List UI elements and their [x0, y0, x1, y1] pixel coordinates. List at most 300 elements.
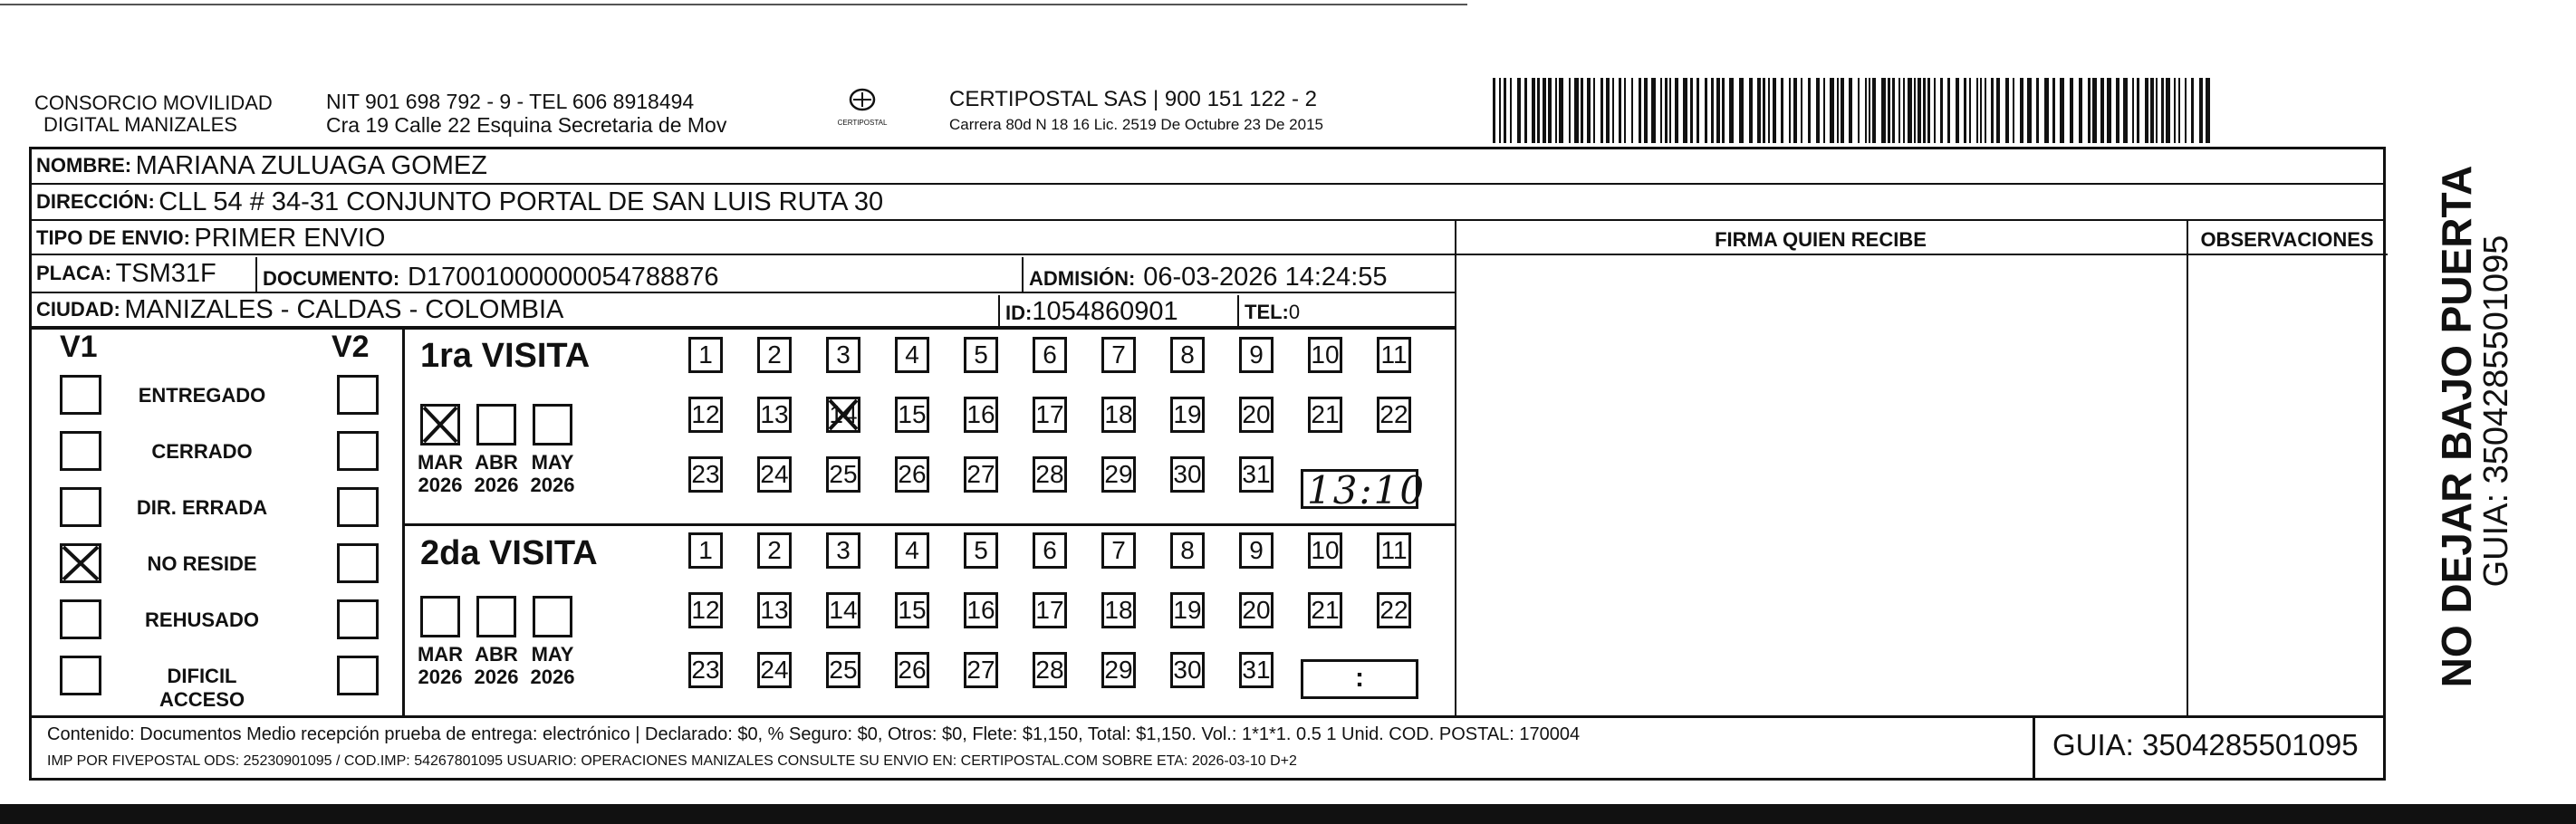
footer-guia: GUIA: 3504285501095	[2052, 728, 2359, 762]
day-box[interactable]	[826, 532, 860, 569]
v1-checkbox[interactable]	[60, 656, 101, 695]
barcode-bar	[1763, 78, 1765, 143]
placa-label: PLACA:	[36, 262, 112, 284]
barcode-bar	[1823, 78, 1825, 143]
day-number: 6	[1043, 536, 1057, 564]
day-number: 21	[1311, 596, 1340, 624]
id-value: 1054860901	[1032, 297, 1178, 326]
day-box[interactable]	[1033, 532, 1067, 569]
barcode-bar	[2088, 78, 2091, 143]
day-box[interactable]	[964, 592, 998, 628]
status-label: REHUSADO	[145, 608, 259, 631]
barcode-bar	[1898, 78, 1900, 143]
status-label: DIR. ERRADA	[136, 496, 268, 519]
barcode-bar	[1665, 78, 1668, 143]
day-box[interactable]	[1308, 397, 1342, 433]
barcode-bar	[2206, 78, 2210, 143]
day-box[interactable]	[688, 592, 723, 628]
month-name: ABR	[475, 451, 518, 474]
month-name: MAR	[417, 643, 464, 666]
day-box[interactable]	[1377, 532, 1411, 569]
id-label: ID:	[1005, 302, 1033, 324]
barcode-bar	[1773, 78, 1776, 143]
barcode-bar	[1574, 78, 1579, 143]
ciudad-label: CIUDAD:	[36, 298, 120, 321]
barcode-bar	[1789, 78, 1791, 143]
day-box[interactable]	[1239, 592, 1274, 628]
month-name: ABR	[475, 643, 518, 666]
day-box[interactable]	[1377, 337, 1411, 373]
barcode-bar	[1532, 78, 1535, 143]
barcode-bar	[1537, 78, 1540, 143]
visit2-title: 2da VISITA	[420, 534, 598, 572]
day-number: 8	[1180, 536, 1195, 564]
barcode-bar	[1908, 78, 1912, 143]
month-label	[413, 451, 467, 496]
barcode-bar	[1612, 78, 1614, 143]
company-address: Cra 19 Calle 22 Esquina Secretaria de Mov	[326, 113, 727, 137]
barcode-bar	[2100, 78, 2104, 143]
day-number: 9	[1249, 340, 1264, 369]
barcode-bar	[2036, 78, 2039, 143]
observaciones-header: OBSERVACIONES	[2200, 228, 2374, 251]
month-checkbox[interactable]	[420, 404, 460, 446]
barcode-bar	[1555, 78, 1557, 143]
day-number: 15	[898, 400, 927, 428]
barcode-bar	[1781, 78, 1783, 143]
barcode-bar	[1841, 78, 1844, 143]
tel-label: TEL:	[1245, 301, 1289, 323]
tipo-envio-value: PRIMER ENVIO	[194, 223, 386, 253]
barcode-bar	[2132, 78, 2134, 143]
barcode-bar	[2116, 78, 2119, 143]
day-box[interactable]	[1239, 456, 1274, 493]
day-box[interactable]	[826, 652, 860, 688]
day-box[interactable]	[1033, 456, 1067, 493]
day-box[interactable]	[1239, 337, 1274, 373]
visit1-time-handwritten: 13:10	[1307, 468, 1427, 513]
day-box[interactable]	[826, 456, 860, 493]
ciudad-row	[31, 293, 1456, 328]
day-box[interactable]	[1033, 592, 1067, 628]
month-year: 2026	[418, 474, 463, 496]
v1-checkbox[interactable]	[60, 431, 101, 471]
month-checkbox[interactable]	[476, 596, 516, 637]
day-box[interactable]	[1101, 532, 1136, 569]
visit1-title: 1ra VISITA	[420, 337, 591, 375]
day-box[interactable]	[964, 532, 998, 569]
barcode-bar	[2123, 78, 2128, 143]
barcode-bar	[1869, 78, 1870, 143]
barcode-bar	[1631, 78, 1633, 143]
check-mark-icon	[420, 404, 460, 446]
month-label	[469, 643, 524, 688]
barcode-bar	[1927, 78, 1930, 143]
day-box[interactable]	[688, 397, 723, 433]
nombre-value: MARIANA ZULUAGA GOMEZ	[135, 150, 487, 180]
day-box[interactable]	[895, 397, 929, 433]
day-number: 1	[698, 536, 713, 564]
barcode-bar	[2178, 78, 2180, 143]
documento-value: D17001000000054788876	[408, 263, 719, 292]
direccion-value: CLL 54 # 34-31 CONJUNTO PORTAL DE SAN LUIS RUTA 30	[159, 187, 884, 216]
barcode-bar	[1716, 78, 1720, 143]
day-box[interactable]	[1101, 337, 1136, 373]
day-number: 4	[905, 536, 919, 564]
day-box[interactable]	[757, 532, 792, 569]
barcode-bar	[1722, 78, 1725, 143]
day-number: 5	[974, 536, 988, 564]
admision-value: 06-03-2026 14:24:55	[1143, 263, 1388, 292]
day-number: 17	[1035, 400, 1064, 428]
v2-checkbox[interactable]	[337, 599, 379, 639]
barcode-bar	[1683, 78, 1687, 143]
day-number: 20	[1242, 596, 1271, 624]
barcode-bar	[2185, 78, 2187, 143]
barcode-bar	[1934, 78, 1936, 143]
barcode-bar	[1996, 78, 2000, 143]
day-box[interactable]	[1308, 592, 1342, 628]
day-box[interactable]	[826, 337, 860, 373]
barcode-bar	[1808, 78, 1811, 143]
barcode-bar	[2166, 78, 2170, 143]
barcode-bar	[1705, 78, 1707, 143]
day-box[interactable]	[1033, 652, 1067, 688]
day-number: 29	[1104, 656, 1133, 684]
day-number: 27	[966, 656, 995, 684]
day-number: 31	[1242, 460, 1271, 488]
barcode-bar	[1793, 78, 1797, 143]
day-number: 26	[898, 656, 927, 684]
barcode-bar	[2079, 78, 2082, 143]
nombre-label: NOMBRE:	[36, 154, 132, 177]
day-box[interactable]	[1377, 397, 1411, 433]
day-box[interactable]	[1308, 532, 1342, 569]
firma-header-line	[1455, 254, 2388, 255]
no-dejar-bajo-puerta: NO DEJAR BAJO PUERTA	[2433, 165, 2480, 688]
barcode-bar	[1757, 78, 1761, 143]
admision-label: ADMISIÓN:	[1029, 267, 1136, 290]
barcode-bar	[1600, 78, 1603, 143]
v1-checkbox[interactable]	[60, 543, 101, 583]
day-box[interactable]	[1033, 337, 1067, 373]
day-number: 28	[1035, 460, 1064, 488]
nit-line: NIT 901 698 792 - 9 - TEL 606 8918494	[326, 90, 695, 113]
day-box[interactable]	[688, 456, 723, 493]
v2-checkbox[interactable]	[337, 487, 379, 527]
day-number: 4	[905, 340, 919, 369]
divider	[255, 257, 257, 293]
barcode-bar	[1956, 78, 1959, 143]
barcode-bar	[2156, 78, 2158, 143]
direccion-row	[31, 185, 2384, 221]
day-box[interactable]	[826, 592, 860, 628]
barcode-bar	[2191, 78, 2194, 143]
barcode-bar	[2150, 78, 2154, 143]
footer-imp: IMP POR FIVEPOSTAL ODS: 25230901095 / COD.IMP: 54267801095 USUARIO: OPERACIONES MANIZALES CONSULTE SU ENVIO EN: CERTIPOSTAL.COM SOBRE ETA: 2026-03-10 D+2	[47, 753, 1297, 769]
barcode-bar	[2174, 78, 2176, 143]
v2-checkbox[interactable]	[337, 431, 379, 471]
day-number: 24	[760, 656, 789, 684]
day-number: 17	[1035, 596, 1064, 624]
barcode-bar	[2092, 78, 2097, 143]
day-number: 15	[898, 596, 927, 624]
divider	[1022, 257, 1024, 293]
day-box[interactable]	[964, 652, 998, 688]
barcode-bar	[2060, 78, 2064, 143]
day-number: 11	[1380, 340, 1408, 369]
grid-top-line	[31, 328, 1456, 330]
day-number: 20	[1242, 400, 1271, 428]
barcode-bar	[1517, 78, 1521, 143]
day-box[interactable]	[1170, 337, 1205, 373]
divider	[998, 295, 1000, 328]
day-box[interactable]	[1101, 456, 1136, 493]
status-label: DIFICIL ACCESO	[159, 665, 245, 711]
day-box[interactable]	[1170, 592, 1205, 628]
tel-cell	[1245, 301, 1300, 324]
barcode-bar	[1923, 78, 1926, 143]
day-box[interactable]	[1170, 532, 1205, 569]
day-box[interactable]	[1308, 337, 1342, 373]
month-year: 2026	[530, 666, 575, 688]
barcode-bar	[2013, 78, 2014, 143]
month-label	[413, 643, 467, 688]
day-number: 18	[1104, 400, 1133, 428]
ciudad-value: MANIZALES - CALDAS - COLOMBIA	[124, 294, 564, 324]
barcode-bar	[1985, 78, 1986, 143]
v1-checkbox[interactable]	[60, 375, 101, 415]
day-number: 30	[1173, 656, 1202, 684]
id-cell	[1005, 297, 1178, 327]
barcode-bar	[1888, 78, 1890, 143]
day-number: 26	[898, 460, 927, 488]
month-name: MAY	[531, 451, 574, 474]
day-box[interactable]	[964, 456, 998, 493]
certipostal-name: CERTIPOSTAL SAS | 900 151 122 - 2	[949, 87, 1317, 111]
barcode-bar	[1499, 78, 1501, 143]
barcode-bar	[1872, 78, 1876, 143]
day-number: 23	[691, 656, 720, 684]
day-box[interactable]	[757, 337, 792, 373]
day-box[interactable]	[895, 337, 929, 373]
barcode-bar	[1947, 78, 1950, 143]
barcode-bar	[2107, 78, 2111, 143]
day-number: 14	[829, 400, 858, 428]
barcode-bar	[2070, 78, 2073, 143]
barcode-bar	[2161, 78, 2164, 143]
month-year: 2026	[418, 666, 463, 688]
placa-value: TSM31F	[115, 258, 216, 288]
status-right-border	[402, 328, 405, 717]
day-number: 24	[760, 460, 789, 488]
day-box[interactable]	[1239, 652, 1274, 688]
barcode-bar	[1749, 78, 1753, 143]
day-box[interactable]	[895, 532, 929, 569]
month-checkbox[interactable]	[533, 404, 572, 446]
barcode-bar	[2145, 78, 2148, 143]
day-box[interactable]	[1101, 592, 1136, 628]
check-mark-icon	[60, 543, 101, 583]
barcode-bar	[1849, 78, 1852, 143]
day-number: 19	[1173, 400, 1202, 428]
visit1-time-box[interactable]	[1301, 468, 1427, 513]
day-number: 10	[1311, 340, 1340, 369]
status-label: NO RESIDE	[147, 552, 257, 575]
footer-contenido: Contenido: Documentos Medio recepción prueba de entrega: electrónico | Declarado: $0, % Seguro: $0, Otros: $0, Flete: $1,150, Total: $1,150. Vol.: 1*1*1. 0.5 1 Unid. COD. POSTAL: 170004	[47, 724, 1581, 744]
status-label: ENTREGADO	[138, 384, 266, 407]
certipostal-logo-text: CERTIPOSTAL	[837, 119, 888, 127]
barcode	[1493, 78, 2210, 143]
day-box[interactable]	[1239, 397, 1274, 433]
barcode-bar	[1697, 78, 1699, 143]
day-box[interactable]	[1377, 592, 1411, 628]
day-box[interactable]	[1170, 456, 1205, 493]
barcode-bar	[1644, 78, 1648, 143]
day-number: 3	[836, 340, 851, 369]
visit2-time-box[interactable]: :	[1301, 659, 1418, 699]
barcode-bar	[1548, 78, 1552, 143]
month-label	[525, 643, 580, 688]
barcode-bar	[1493, 78, 1495, 143]
day-number: 25	[829, 460, 858, 488]
day-number: 29	[1104, 460, 1133, 488]
month-checkbox[interactable]	[476, 404, 516, 446]
barcode-bar	[1830, 78, 1834, 143]
day-box[interactable]	[757, 397, 792, 433]
barcode-bar	[1543, 78, 1546, 143]
day-number: 2	[767, 536, 782, 564]
admision-cell	[1029, 263, 1388, 292]
day-box[interactable]	[1239, 532, 1274, 569]
day-number: 19	[1173, 596, 1202, 624]
firma-header: FIRMA QUIEN RECIBE	[1715, 228, 1927, 251]
footer-divider	[2033, 717, 2035, 779]
day-box[interactable]	[895, 592, 929, 628]
documento-cell	[263, 263, 719, 292]
day-box[interactable]	[688, 652, 723, 688]
day-number: 3	[836, 536, 851, 564]
barcode-bar	[1504, 78, 1506, 143]
day-number: 11	[1380, 536, 1408, 564]
tipo-envio-label: TIPO DE ENVIO:	[36, 226, 190, 249]
month-year: 2026	[474, 474, 519, 496]
scan-edge-top	[0, 4, 1467, 5]
month-checkbox[interactable]	[420, 596, 460, 637]
barcode-bar	[1593, 78, 1595, 143]
day-number: 23	[691, 460, 720, 488]
day-box[interactable]	[1033, 397, 1067, 433]
day-box[interactable]	[757, 652, 792, 688]
day-number: 2	[767, 340, 782, 369]
certipostal-logo	[835, 87, 889, 127]
direccion-label: DIRECCIÓN:	[36, 190, 155, 213]
barcode-bar	[1581, 78, 1583, 143]
barcode-bar	[1559, 78, 1563, 143]
day-number: 22	[1379, 596, 1408, 624]
barcode-bar	[1669, 78, 1671, 143]
barcode-bar	[1619, 78, 1621, 143]
barcode-bar	[1801, 78, 1802, 143]
barcode-bar	[1587, 78, 1591, 143]
day-number: 13	[760, 596, 789, 624]
day-box[interactable]	[757, 456, 792, 493]
v2-checkbox[interactable]	[337, 656, 379, 695]
day-box[interactable]	[1170, 652, 1205, 688]
barcode-bar	[1918, 78, 1921, 143]
day-box[interactable]	[964, 337, 998, 373]
day-number: 18	[1104, 596, 1133, 624]
day-box[interactable]	[688, 337, 723, 373]
day-box[interactable]	[895, 652, 929, 688]
day-box[interactable]	[757, 592, 792, 628]
barcode-bar	[1651, 78, 1656, 143]
visit-divider	[402, 523, 1456, 526]
month-checkbox[interactable]	[533, 596, 572, 637]
day-number: 27	[966, 460, 995, 488]
day-box[interactable]	[964, 397, 998, 433]
barcode-bar	[1914, 78, 1916, 143]
day-number: 7	[1111, 536, 1126, 564]
barcode-bar	[1892, 78, 1895, 143]
day-box[interactable]	[826, 397, 860, 433]
month-label	[469, 451, 524, 496]
day-box[interactable]	[895, 456, 929, 493]
day-box[interactable]	[1101, 652, 1136, 688]
barcode-bar	[2137, 78, 2139, 143]
barcode-bar	[1690, 78, 1693, 143]
day-number: 30	[1173, 460, 1202, 488]
day-number: 6	[1043, 340, 1057, 369]
day-number: 13	[760, 400, 789, 428]
month-year: 2026	[474, 666, 519, 688]
barcode-bar	[1881, 78, 1886, 143]
barcode-bar	[1903, 78, 1905, 143]
v1-checkbox[interactable]	[60, 487, 101, 527]
barcode-bar	[2199, 78, 2203, 143]
tipo-envio-row	[31, 223, 1456, 255]
v1-label: V1	[60, 330, 98, 364]
barcode-bar	[2005, 78, 2009, 143]
barcode-bar	[1739, 78, 1744, 143]
month-name: MAR	[417, 451, 464, 474]
day-number: 5	[974, 340, 988, 369]
tel-value: 0	[1288, 301, 1301, 323]
status-label: CERRADO	[151, 440, 253, 463]
barcode-bar	[2044, 78, 2049, 143]
month-year: 2026	[530, 474, 575, 496]
month-name: MAY	[531, 643, 574, 666]
barcode-bar	[1675, 78, 1678, 143]
barcode-bar	[2052, 78, 2055, 143]
v2-checkbox[interactable]	[337, 543, 379, 583]
barcode-bar	[1510, 78, 1512, 143]
day-box[interactable]	[1101, 397, 1136, 433]
v1-checkbox[interactable]	[60, 599, 101, 639]
side-guia: GUIA: 3504285501095	[2477, 235, 2515, 588]
day-box[interactable]	[688, 532, 723, 569]
barcode-bar	[1624, 78, 1626, 143]
barcode-bar	[1569, 78, 1571, 143]
day-number: 25	[829, 656, 858, 684]
day-number: 31	[1242, 656, 1271, 684]
barcode-bar	[1606, 78, 1610, 143]
day-number: 9	[1249, 536, 1264, 564]
day-box[interactable]	[1170, 397, 1205, 433]
day-number: 10	[1311, 536, 1340, 564]
barcode-bar	[1524, 78, 1527, 143]
v2-checkbox[interactable]	[337, 375, 379, 415]
